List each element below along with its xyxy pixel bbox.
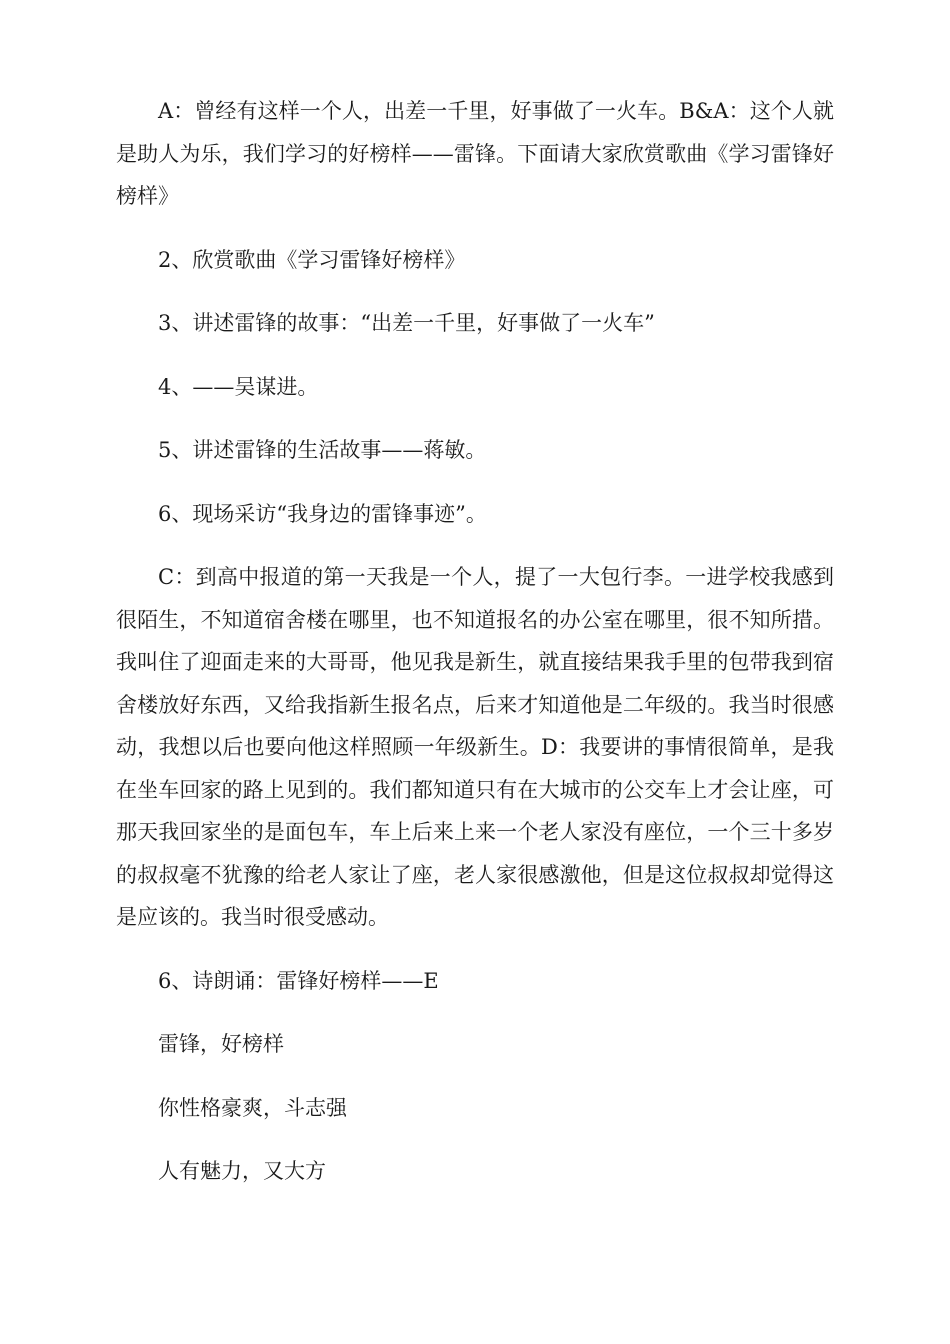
paragraph-stories: C：到高中报道的第一天我是一个人，提了一大包行李。一进学校我感到很陌生，不知道宿舍楼在哪里，也不知道报名的办公室在哪里，很不知所措。我叫住了迎面走来的大哥哥，他见我是新生，就直接结果我手里的包带我到宿舍楼放好东西，又给我指新生报名点，后来才知道他是二年级的。我当时很感动，我想以后也要向他这样照顾一年级新生。D：我要讲的事情很简单，是我在坐车回家的路上见到的。我们都知道只有在大城市的公交车上才会让座，可那天我回家坐的是面包车，车上后来上来一个老人家没有座位，一个三十多岁的叔叔毫不犹豫的给老人家让了座，老人家很感激他，但是这位叔叔却觉得这是应该的。我当时很受感动。 (116, 565, 834, 929)
paragraph-item-6: 6、现场采访“我身边的雷锋事迹”。 (158, 501, 487, 526)
poem-line: 你性格豪爽，斗志强 (158, 1095, 347, 1120)
paragraph-item-4: 4、——吴谋进。 (158, 374, 319, 399)
paragraph-intro: A：曾经有这样一个人，出差一千里，好事做了一火车。B&A：这个人就是助人为乐，我们学习的好榜样——雷锋。下面请大家欣赏歌曲《学习雷锋好榜样》 (116, 99, 834, 208)
paragraph-poem-title: 6、诗朗诵：雷锋好榜样——E (158, 968, 439, 993)
poem-line: 雷锋，好榜样 (158, 1032, 284, 1056)
paragraph-item-5: 5、讲述雷锋的生活故事——蒋敏。 (158, 438, 487, 462)
document-page (116, 90, 834, 1193)
paragraph-item-2: 2、欣赏歌曲《学习雷锋好榜样》 (158, 247, 466, 272)
poem-line: 人有魅力，又大方 (158, 1159, 326, 1183)
paragraph-item-3: 3、讲述雷锋的故事：“出差一千里，好事做了一火车” (158, 311, 655, 335)
